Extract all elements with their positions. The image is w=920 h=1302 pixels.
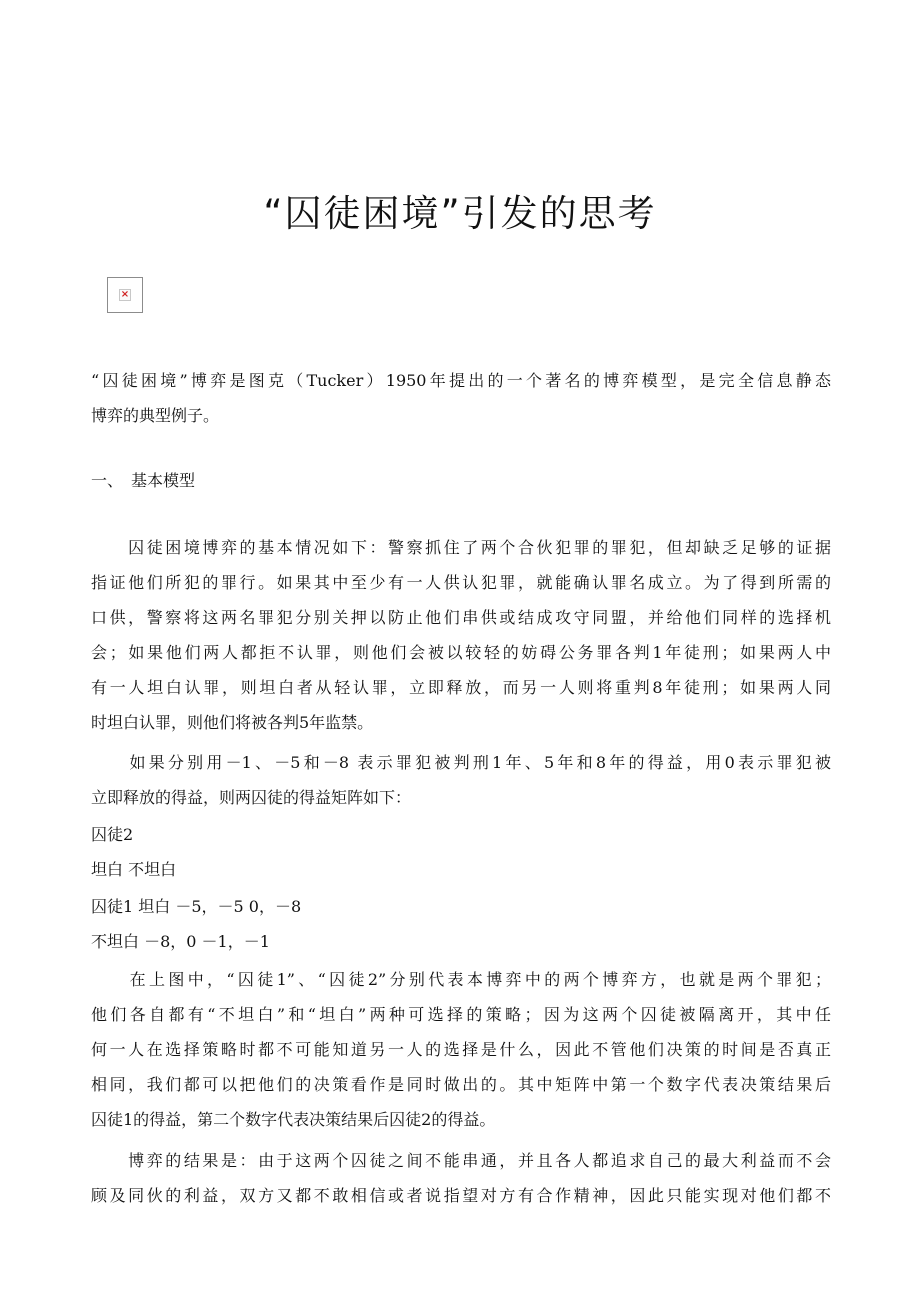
document-title: “囚徒困境”引发的思考 xyxy=(263,192,657,235)
para4-line-1: 博弈的结果是：由于这两个囚徒之间不能串通，并且各人都追求自己的最大利益而不会 xyxy=(91,1151,831,1170)
para1-line-5: 有一人坦白认罪，则坦白者从轻认罪，立即释放，而另一人则将重判8年徒刑；如果两人同 xyxy=(91,678,831,697)
para1-line-6: 时坦白认罪，则他们将被各判5年监禁。 xyxy=(91,713,374,732)
para3-line-4: 相同，我们都可以把他们的决策看作是同时做出的。其中矩阵中第一个数字代表决策结果后 xyxy=(91,1075,831,1094)
matrix-line-3: 囚徒1 坦白 －5，－5 0，－8 xyxy=(91,897,302,916)
matrix-line-2: 坦白 不坦白 xyxy=(91,860,177,879)
broken-image-placeholder xyxy=(107,277,143,313)
matrix-line-1: 囚徒2 xyxy=(91,825,134,844)
intro-line-2: 博弈的典型例子。 xyxy=(91,406,220,425)
para1-line-3: 口供，警察将这两名罪犯分别关押以防止他们串供或结成攻守同盟，并给他们同样的选择机 xyxy=(91,608,831,627)
para1-line-2: 指证他们所犯的罪行。如果其中至少有一人供认犯罪，就能确认罪名成立。为了得到所需的 xyxy=(91,573,831,592)
para2-line-2: 立即释放的得益，则两囚徒的得益矩阵如下： xyxy=(91,788,412,807)
para2-line-1: 如果分别用－1、－5和－8 表示罪犯被判刑1年、5年和8年的得益，用0表示罪犯被 xyxy=(91,753,831,772)
intro-line-1: “囚徒困境”博弈是图克（Tucker）1950年提出的一个著名的博弈模型，是完全信息静态 xyxy=(91,371,831,390)
broken-image-icon: × xyxy=(120,289,130,300)
para3-line-5: 囚徒1的得益，第二个数字代表决策结果后囚徒2的得益。 xyxy=(91,1110,496,1129)
para3-line-3: 何一人在选择策略时都不可能知道另一人的选择是什么，因此不管他们决策的时间是否真正 xyxy=(91,1040,831,1059)
para1-line-1: 囚徒困境博弈的基本情况如下：警察抓住了两个合伙犯罪的罪犯，但却缺乏足够的证据 xyxy=(91,538,831,557)
matrix-line-4: 不坦白 －8，0 －1，－1 xyxy=(91,932,270,951)
para4-line-2: 顾及同伙的利益，双方又都不敢相信或者说指望对方有合作精神，因此只能实现对他们都不 xyxy=(91,1186,831,1205)
para3-line-1: 在上图中，“囚徒1”、“囚徒2”分别代表本博弈中的两个博弈方，也就是两个罪犯； xyxy=(91,970,831,989)
section-heading-basic-model: 一、 基本模型 xyxy=(91,471,196,490)
para3-line-2: 他们各自都有“不坦白”和“坦白”两种可选择的策略；因为这两个囚徒被隔离开，其中任 xyxy=(91,1005,831,1024)
para1-line-4: 会；如果他们两人都拒不认罪，则他们会被以较轻的妨碍公务罪各判1年徒刑；如果两人中 xyxy=(91,643,831,662)
